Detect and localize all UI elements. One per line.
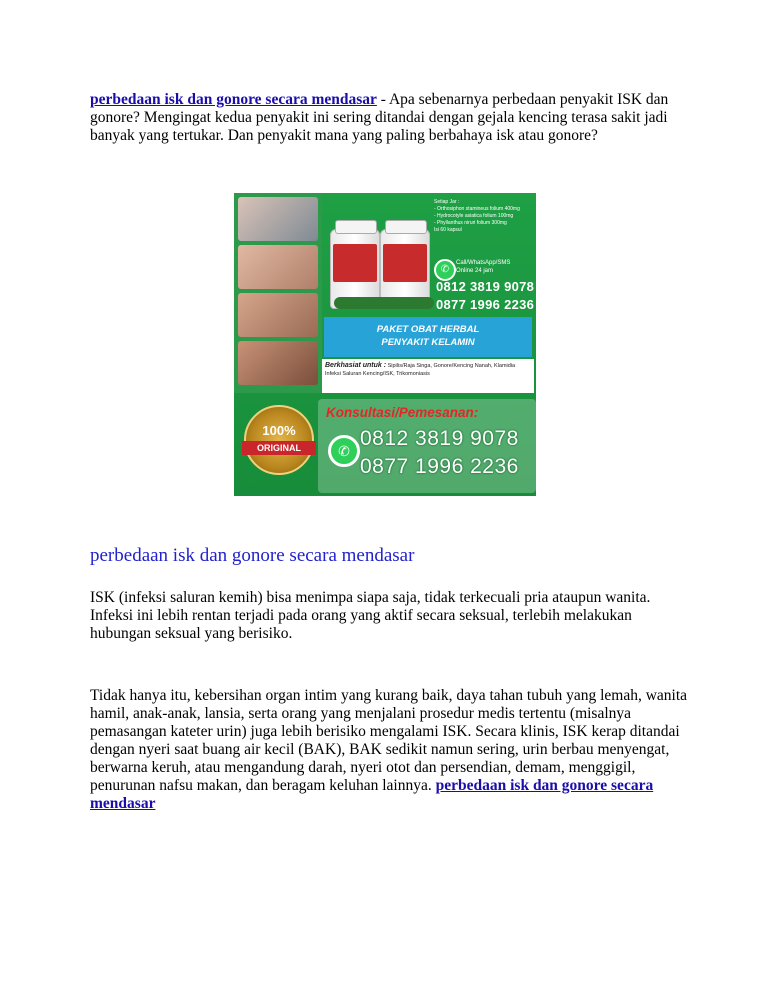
product-jars (326, 199, 430, 309)
paragraph-2-text: Tidak hanya itu, kebersihan organ intim yang kurang baik, daya tahan tubuh yang lemah, wanita hamil, anak-anak, lansia, serta orang yang menjalani prosedur medis tertentu (misalnya pemasangan kateter urin) juga lebih berisiko mengalami ISK. Secara klinis, ISK kerap ditandai dengan nyeri saat buang air kecil (BAK), BAK sedikit namun sering, urin berbau menyengat, berwarna keruh, atau mengandung darah, nyeri otot dan persendian, demam, menggigil, penurunan nafsu makan, dan beragam keluhan lainnya. (90, 687, 688, 794)
phone-number-large-1: 0812 3819 9078 (360, 427, 519, 450)
intro-paragraph (90, 91, 680, 145)
info-line: Isi 60 kapsul (434, 227, 462, 233)
phone-number-small-1: 0812 3819 9078 (436, 279, 535, 294)
info-line: - Phyllanthus niruri folium 300mg (434, 220, 507, 226)
call-sub-line: Online 24 jam (456, 268, 494, 274)
berkhasiat-label: Berkhasiat untuk : (325, 362, 387, 369)
leaf-decoration (334, 297, 434, 309)
info-line: - Hydrocotyle asiatica folium 100mg (434, 213, 514, 219)
paket-line-1: PAKET OBAT HERBAL (376, 324, 480, 335)
call-label-line: Call/WhatsApp/SMS (456, 260, 511, 266)
symptom-photo (238, 245, 318, 289)
keyword-link[interactable]: perbedaan isk dan gonore secara mendasar (90, 91, 377, 108)
info-line: - Orthosiphon stamineus folium 400mg (434, 206, 520, 212)
original-seal-icon (244, 405, 314, 475)
whatsapp-icon: ✆ (328, 435, 360, 467)
whatsapp-icon: ✆ (434, 259, 456, 281)
product-banner-image (234, 193, 536, 496)
paket-title (324, 317, 532, 357)
berkhasiat-box (322, 359, 534, 393)
composition-info (434, 199, 532, 255)
intro-text: - Apa sebenarnya perbedaan penyakit ISK dan gonore? Mengingat kedua penyakit ini sering ditandai dengan gejala kencing terasa sakit jadi banyak yang tertukar. Dan penyakit mana yang paling berbahaya isk atau gonore? (90, 91, 669, 144)
info-line: Setiap Jar : (434, 199, 460, 205)
symptom-photo (238, 293, 318, 337)
symptom-photo (238, 341, 318, 385)
symptom-photo (238, 197, 318, 241)
phone-number-small-2: 0877 1996 2236 (436, 297, 535, 312)
konsultasi-title: Konsultasi/Pemesanan: (326, 405, 479, 420)
call-label (456, 259, 510, 275)
paragraph-2 (90, 687, 690, 813)
seal-percent: 100% (262, 423, 296, 438)
keyword-link-2[interactable]: perbedaan isk dan gonore secara mendasar (90, 777, 654, 812)
section-heading: perbedaan isk dan gonore secara mendasar (90, 545, 415, 566)
paket-line-2: PENYAKIT KELAMIN (381, 337, 475, 348)
phone-number-large-2: 0877 1996 2236 (360, 455, 519, 478)
symptom-photos (234, 193, 322, 393)
seal-ribbon: ORIGINAL (242, 441, 316, 455)
paragraph-1: ISK (infeksi saluran kemih) bisa menimpa siapa saja, tidak terkecuali pria ataupun wanita. Infeksi ini lebih rentan terjadi pada orang yang aktif secara seksual, terlebih melakukan hubungan seksual yang berisiko. (90, 589, 651, 642)
berkhasiat-text: Sipilis/Raja Singa, Gonore/Kencing Nanah, Klamidia Infeksi Saluran Kencing/ISK, Trikomoniasis (325, 363, 516, 377)
